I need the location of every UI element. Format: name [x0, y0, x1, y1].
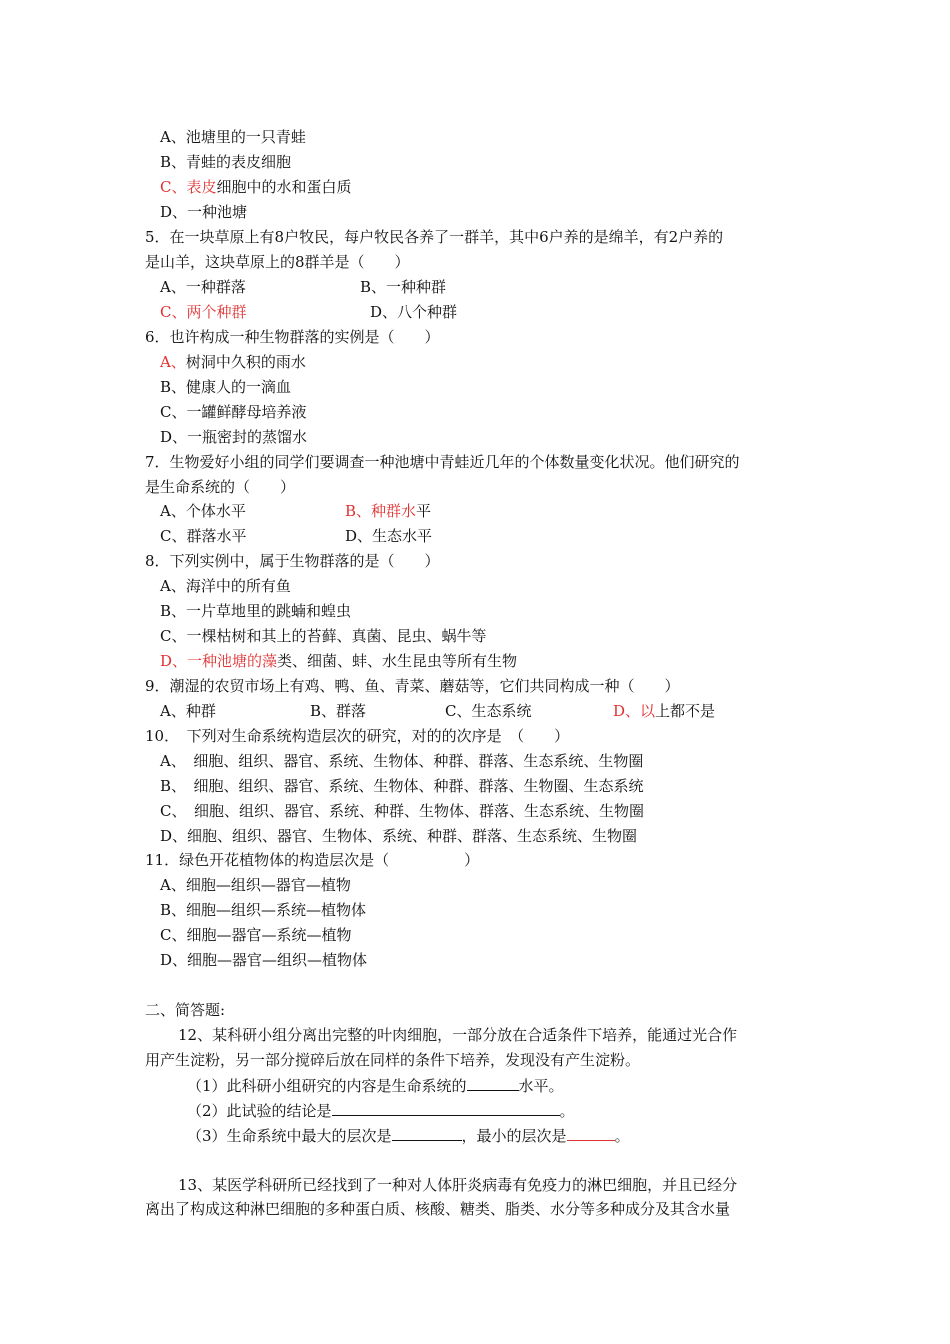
q9-option-d	[613, 702, 715, 720]
q4-option-c-highlight: C、表皮	[160, 178, 217, 196]
q5-stem-line1: 5．在一块草原上有8户牧民，每户牧民各养了一群羊，其中6户养的是绵羊，有2户养的	[145, 228, 724, 246]
q10-option-a: A、 细胞、组织、器官、系统、生物体、种群、群落、生态系统、生物圈	[160, 752, 644, 770]
q8-option-c: C、一棵枯树和其上的苔藓、真菌、昆虫、蜗牛等	[160, 627, 487, 645]
q9-option-d-highlight: D、以	[613, 702, 656, 720]
q12-sub3-suffix: 。	[614, 1127, 630, 1145]
q7-stem-line1: 7．生物爱好小组的同学们要调查一种池塘中青蛙近几年的个体数量变化状况。他们研究的	[145, 453, 740, 471]
q7-option-a: A、个体水平	[160, 502, 246, 520]
q4-option-d: D、一种池塘	[160, 203, 248, 221]
section-title: 二、简答题:	[145, 1001, 226, 1019]
q11-option-b: B、细胞—组织—系统—植物体	[160, 901, 367, 919]
q12-sub3-smallest-blank[interactable]	[567, 1126, 615, 1141]
q12-sub3	[187, 1126, 630, 1145]
q12-line1: 12、某科研小组分离出完整的叶肉细胞，一部分放在合适条件下培养，能通过光合作	[178, 1026, 738, 1044]
q12-sub2	[187, 1101, 575, 1120]
q12-line2: 用产生淀粉，另一部分搅碎后放在同样的条件下培养，发现没有产生淀粉。	[145, 1051, 641, 1069]
q5-option-d: D、八个种群	[370, 303, 458, 321]
q13-line1: 13、某医学科研所已经找到了一种对人体肝炎病毒有免疫力的淋巴细胞，并且已经分	[178, 1176, 738, 1194]
q8-option-d	[160, 652, 517, 670]
q5-option-a: A、一种群落	[160, 278, 246, 296]
q12-sub2-answer-blank[interactable]	[332, 1101, 560, 1116]
q8-option-b: B、一片草地里的跳蝻和蝗虫	[160, 602, 352, 620]
q11-option-a: A、细胞—组织—器官—植物	[160, 876, 351, 894]
q5-stem-line2: 是山羊，这块草原上的8群羊是（ ）	[145, 253, 410, 271]
q4-option-c-rest: 细胞中的水和蛋白质	[216, 178, 352, 196]
q9-option-a: A、种群	[160, 702, 216, 720]
q6-option-a-highlight: A、	[160, 353, 186, 371]
q7-option-b-highlight: B、种群水	[345, 502, 417, 520]
q11-option-c: C、细胞—器官—系统—植物	[160, 926, 352, 944]
q6-option-d: D、一瓶密封的蒸馏水	[160, 428, 308, 446]
q4-option-c	[160, 178, 352, 196]
q12-sub3-middle: ，最小的层次是	[461, 1127, 567, 1145]
q8-option-d-highlight: D、一种池塘的藻	[160, 652, 278, 670]
q6-option-a	[160, 353, 306, 371]
q5-option-c: C、两个种群	[160, 303, 247, 321]
q8-option-a: A、海洋中的所有鱼	[160, 577, 291, 595]
q6-option-a-rest: 树洞中久积的雨水	[185, 353, 306, 371]
q7-option-c: C、群落水平	[160, 527, 247, 545]
q12-sub1	[187, 1076, 564, 1095]
q7-stem-line2: 是生命系统的（ ）	[145, 478, 296, 496]
q12-sub3-largest-blank[interactable]	[392, 1126, 462, 1141]
q12-sub1-answer-blank[interactable]	[467, 1076, 519, 1091]
q4-option-b: B、青蛙的表皮细胞	[160, 153, 292, 171]
q9-option-b: B、群落	[310, 702, 367, 720]
q9-option-c: C、生态系统	[445, 702, 532, 720]
q4-option-a: A、池塘里的一只青蛙	[160, 128, 306, 146]
q9-option-d-rest: 上都不是	[655, 702, 716, 720]
q5-option-b: B、一种种群	[360, 278, 447, 296]
q13-line2: 离出了构成这种淋巴细胞的多种蛋白质、核酸、糖类、脂类、水分等多种成分及其含水量	[145, 1200, 731, 1218]
q8-option-d-rest: 类、细菌、蚌、水生昆虫等所有生物	[277, 652, 518, 670]
q6-option-b: B、健康人的一滴血	[160, 378, 292, 396]
q10-stem: 10． 下列对生命系统构造层次的研究，对的的次序是 （ ）	[145, 727, 570, 745]
q12-sub2-suffix: 。	[559, 1102, 575, 1120]
q7-option-b	[345, 502, 431, 520]
q9-stem: 9．潮湿的农贸市场上有鸡、鸭、鱼、青菜、蘑菇等，它们共同构成一种（ ）	[145, 677, 680, 695]
q11-option-d: D、细胞—器官—组织—植物体	[160, 951, 368, 969]
q7-option-d: D、生态水平	[345, 527, 433, 545]
q10-option-d: D、细胞、组织、器官、生物体、系统、种群、群落、生态系统、生物圈	[160, 827, 638, 845]
q12-sub1-suffix: 水平。	[518, 1077, 564, 1095]
q7-option-b-rest: 平	[416, 502, 432, 520]
q12-sub1-prefix: （1）此科研小组研究的内容是生命系统的	[187, 1077, 467, 1095]
q11-stem: 11．绿色开花植物体的构造层次是（ ）	[145, 851, 480, 869]
q10-option-c: C、 细胞、组织、器官、系统、种群、生物体、群落、生态系统、生物圈	[160, 802, 644, 820]
q12-sub3-prefix: （3）生命系统中最大的层次是	[187, 1127, 392, 1145]
q6-option-c: C、一罐鲜酵母培养液	[160, 403, 307, 421]
q6-stem: 6．也许构成一种生物群落的实例是（ ）	[145, 328, 440, 346]
q12-sub2-prefix: （2）此试验的结论是	[187, 1102, 332, 1120]
q8-stem: 8．下列实例中，属于生物群落的是（ ）	[145, 552, 440, 570]
q10-option-b: B、 细胞、组织、器官、系统、生物体、种群、群落、生物圈、生态系统	[160, 777, 644, 795]
